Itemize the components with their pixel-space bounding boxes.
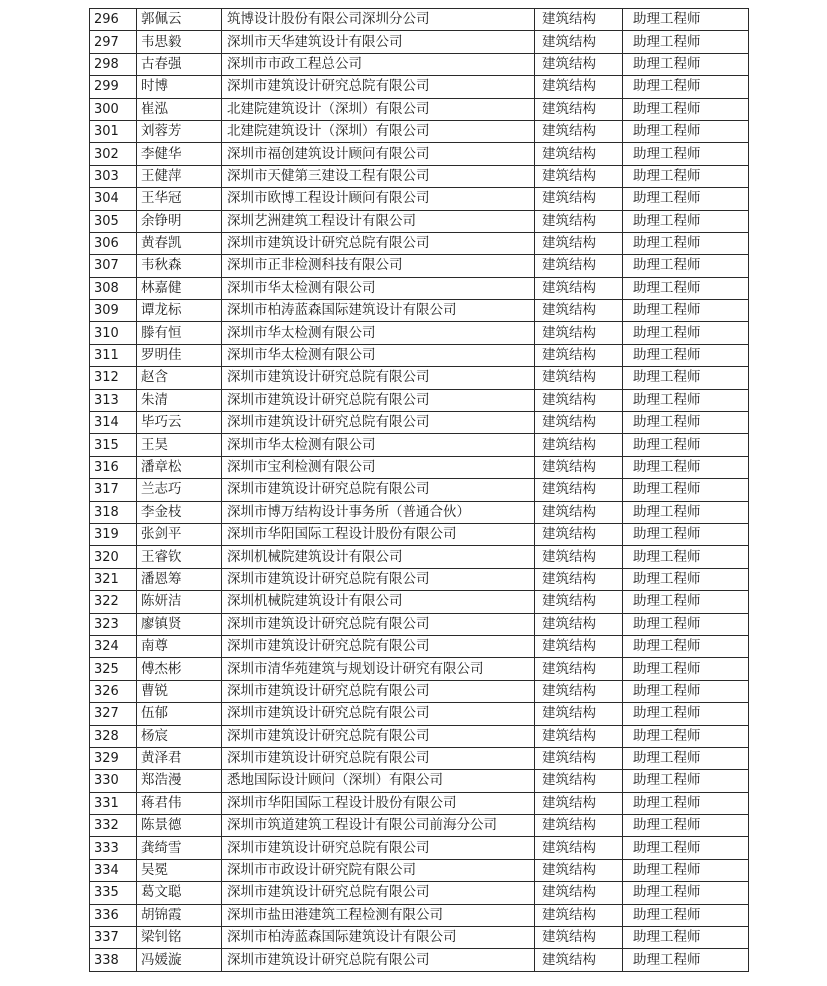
- qualification-title: 助理工程师: [623, 255, 749, 277]
- organization-name: 筑博设计股份有限公司深圳分公司: [222, 9, 535, 31]
- organization-name: 深圳市建筑设计研究总院有限公司: [222, 412, 535, 434]
- row-number: 334: [90, 859, 137, 881]
- person-name: 毕巧云: [137, 412, 222, 434]
- organization-name: 深圳市建筑设计研究总院有限公司: [222, 479, 535, 501]
- organization-name: 深圳市建筑设计研究总院有限公司: [222, 882, 535, 904]
- row-number: 328: [90, 725, 137, 747]
- table-row: [90, 188, 749, 210]
- row-number: 330: [90, 770, 137, 792]
- qualification-title: 助理工程师: [623, 613, 749, 635]
- qualification-title: 助理工程师: [623, 859, 749, 881]
- specialty: 建筑结构: [535, 546, 623, 568]
- organization-name: 深圳市正非检测科技有限公司: [222, 255, 535, 277]
- person-name: 傅杰彬: [137, 658, 222, 680]
- table-row: [90, 210, 749, 232]
- table-row: [90, 53, 749, 75]
- specialty: 建筑结构: [535, 523, 623, 545]
- row-number: 318: [90, 501, 137, 523]
- person-name: 王睿钦: [137, 546, 222, 568]
- qualification-title: 助理工程师: [623, 367, 749, 389]
- organization-name: 深圳市华阳国际工程设计股份有限公司: [222, 792, 535, 814]
- qualification-title: 助理工程师: [623, 591, 749, 613]
- row-number: 304: [90, 188, 137, 210]
- person-name: 古春强: [137, 53, 222, 75]
- row-number: 322: [90, 591, 137, 613]
- person-name: 胡锦霞: [137, 904, 222, 926]
- row-number: 338: [90, 949, 137, 971]
- specialty: 建筑结构: [535, 98, 623, 120]
- specialty: 建筑结构: [535, 882, 623, 904]
- qualification-title: 助理工程师: [623, 725, 749, 747]
- row-number: 321: [90, 568, 137, 590]
- person-name: 王华冠: [137, 188, 222, 210]
- person-name: 杨宸: [137, 725, 222, 747]
- specialty: 建筑结构: [535, 904, 623, 926]
- organization-name: 深圳市建筑设计研究总院有限公司: [222, 389, 535, 411]
- person-name: 郭佩云: [137, 9, 222, 31]
- specialty: 建筑结构: [535, 31, 623, 53]
- row-number: 325: [90, 658, 137, 680]
- table-row: [90, 591, 749, 613]
- specialty: 建筑结构: [535, 456, 623, 478]
- table-row: [90, 904, 749, 926]
- table-row: [90, 770, 749, 792]
- specialty: 建筑结构: [535, 232, 623, 254]
- person-name: 滕有恒: [137, 322, 222, 344]
- specialty: 建筑结构: [535, 412, 623, 434]
- table-row: [90, 635, 749, 657]
- table-row: [90, 859, 749, 881]
- table-row: [90, 949, 749, 971]
- qualification-title: 助理工程师: [623, 434, 749, 456]
- qualification-title: 助理工程师: [623, 479, 749, 501]
- person-name: 李健华: [137, 143, 222, 165]
- specialty: 建筑结构: [535, 389, 623, 411]
- row-number: 296: [90, 9, 137, 31]
- organization-name: 深圳市华太检测有限公司: [222, 322, 535, 344]
- row-number: 307: [90, 255, 137, 277]
- person-name: 罗明佳: [137, 344, 222, 366]
- specialty: 建筑结构: [535, 322, 623, 344]
- table-row: [90, 31, 749, 53]
- organization-name: 深圳市建筑设计研究总院有限公司: [222, 837, 535, 859]
- person-name: 梁钊铭: [137, 927, 222, 949]
- row-number: 301: [90, 120, 137, 142]
- specialty: 建筑结构: [535, 165, 623, 187]
- specialty: 建筑结构: [535, 120, 623, 142]
- qualification-title: 助理工程师: [623, 747, 749, 769]
- organization-name: 深圳市建筑设计研究总院有限公司: [222, 232, 535, 254]
- organization-name: 深圳市建筑设计研究总院有限公司: [222, 725, 535, 747]
- qualification-title: 助理工程师: [623, 232, 749, 254]
- row-number: 312: [90, 367, 137, 389]
- person-name: 廖镇贤: [137, 613, 222, 635]
- person-name: 龚绮雪: [137, 837, 222, 859]
- organization-name: 悉地国际设计顾问（深圳）有限公司: [222, 770, 535, 792]
- specialty: 建筑结构: [535, 770, 623, 792]
- specialty: 建筑结构: [535, 277, 623, 299]
- row-number: 316: [90, 456, 137, 478]
- person-name: 韦秋森: [137, 255, 222, 277]
- organization-name: 深圳市华太检测有限公司: [222, 277, 535, 299]
- specialty: 建筑结构: [535, 568, 623, 590]
- table-row: [90, 389, 749, 411]
- specialty: 建筑结构: [535, 859, 623, 881]
- organization-name: 北建院建筑设计（深圳）有限公司: [222, 120, 535, 142]
- row-number: 323: [90, 613, 137, 635]
- specialty: 建筑结构: [535, 255, 623, 277]
- table-row: [90, 165, 749, 187]
- person-name: 潘恩筹: [137, 568, 222, 590]
- table-row: [90, 9, 749, 31]
- specialty: 建筑结构: [535, 837, 623, 859]
- table-row: [90, 434, 749, 456]
- organization-name: 深圳市建筑设计研究总院有限公司: [222, 703, 535, 725]
- qualification-title: 助理工程师: [623, 837, 749, 859]
- row-number: 319: [90, 523, 137, 545]
- qualification-title: 助理工程师: [623, 568, 749, 590]
- organization-name: 深圳市柏涛蓝森国际建筑设计有限公司: [222, 927, 535, 949]
- qualification-title: 助理工程师: [623, 770, 749, 792]
- person-name: 余铮明: [137, 210, 222, 232]
- row-number: 306: [90, 232, 137, 254]
- organization-name: 深圳市建筑设计研究总院有限公司: [222, 367, 535, 389]
- table-row: [90, 703, 749, 725]
- qualification-title: 助理工程师: [623, 53, 749, 75]
- person-name: 王健萍: [137, 165, 222, 187]
- table-row: [90, 367, 749, 389]
- person-name: 黄泽君: [137, 747, 222, 769]
- roster-table: [89, 8, 749, 972]
- qualification-title: 助理工程师: [623, 680, 749, 702]
- qualification-title: 助理工程师: [623, 9, 749, 31]
- specialty: 建筑结构: [535, 344, 623, 366]
- organization-name: 深圳市华太检测有限公司: [222, 434, 535, 456]
- row-number: 311: [90, 344, 137, 366]
- roster-table-body: [90, 9, 749, 972]
- table-row: [90, 344, 749, 366]
- organization-name: 深圳市建筑设计研究总院有限公司: [222, 613, 535, 635]
- table-row: [90, 837, 749, 859]
- table-row: [90, 523, 749, 545]
- row-number: 299: [90, 76, 137, 98]
- specialty: 建筑结构: [535, 188, 623, 210]
- person-name: 陈妍洁: [137, 591, 222, 613]
- specialty: 建筑结构: [535, 949, 623, 971]
- organization-name: 深圳市清华苑建筑与规划设计研究有限公司: [222, 658, 535, 680]
- qualification-title: 助理工程师: [623, 389, 749, 411]
- qualification-title: 助理工程师: [623, 322, 749, 344]
- specialty: 建筑结构: [535, 792, 623, 814]
- row-number: 331: [90, 792, 137, 814]
- specialty: 建筑结构: [535, 725, 623, 747]
- qualification-title: 助理工程师: [623, 815, 749, 837]
- specialty: 建筑结构: [535, 635, 623, 657]
- table-row: [90, 927, 749, 949]
- specialty: 建筑结构: [535, 53, 623, 75]
- person-name: 赵含: [137, 367, 222, 389]
- qualification-title: 助理工程师: [623, 882, 749, 904]
- qualification-title: 助理工程师: [623, 904, 749, 926]
- table-row: [90, 568, 749, 590]
- qualification-title: 助理工程师: [623, 523, 749, 545]
- organization-name: 深圳市宝利检测有限公司: [222, 456, 535, 478]
- specialty: 建筑结构: [535, 210, 623, 232]
- specialty: 建筑结构: [535, 501, 623, 523]
- person-name: 黄春凯: [137, 232, 222, 254]
- specialty: 建筑结构: [535, 434, 623, 456]
- qualification-title: 助理工程师: [623, 927, 749, 949]
- organization-name: 深圳市筑道建筑工程设计有限公司前海分公司: [222, 815, 535, 837]
- table-row: [90, 322, 749, 344]
- person-name: 冯媛漩: [137, 949, 222, 971]
- organization-name: 深圳市天健第三建设工程有限公司: [222, 165, 535, 187]
- person-name: 谭龙标: [137, 300, 222, 322]
- organization-name: 深圳市建筑设计研究总院有限公司: [222, 680, 535, 702]
- qualification-title: 助理工程师: [623, 277, 749, 299]
- organization-name: 深圳市建筑设计研究总院有限公司: [222, 949, 535, 971]
- person-name: 蒋君伟: [137, 792, 222, 814]
- row-number: 336: [90, 904, 137, 926]
- qualification-title: 助理工程师: [623, 501, 749, 523]
- row-number: 315: [90, 434, 137, 456]
- table-row: [90, 232, 749, 254]
- qualification-title: 助理工程师: [623, 344, 749, 366]
- qualification-title: 助理工程师: [623, 120, 749, 142]
- specialty: 建筑结构: [535, 658, 623, 680]
- qualification-title: 助理工程师: [623, 188, 749, 210]
- specialty: 建筑结构: [535, 367, 623, 389]
- row-number: 309: [90, 300, 137, 322]
- person-name: 陈景德: [137, 815, 222, 837]
- specialty: 建筑结构: [535, 591, 623, 613]
- row-number: 302: [90, 143, 137, 165]
- row-number: 308: [90, 277, 137, 299]
- qualification-title: 助理工程师: [623, 31, 749, 53]
- qualification-title: 助理工程师: [623, 949, 749, 971]
- specialty: 建筑结构: [535, 680, 623, 702]
- table-row: [90, 120, 749, 142]
- specialty: 建筑结构: [535, 76, 623, 98]
- row-number: 335: [90, 882, 137, 904]
- row-number: 326: [90, 680, 137, 702]
- qualification-title: 助理工程师: [623, 143, 749, 165]
- person-name: 曹锐: [137, 680, 222, 702]
- organization-name: 深圳市建筑设计研究总院有限公司: [222, 747, 535, 769]
- qualification-title: 助理工程师: [623, 76, 749, 98]
- table-row: [90, 613, 749, 635]
- person-name: 王昊: [137, 434, 222, 456]
- row-number: 327: [90, 703, 137, 725]
- organization-name: 深圳市市政工程总公司: [222, 53, 535, 75]
- organization-name: 深圳市建筑设计研究总院有限公司: [222, 635, 535, 657]
- table-row: [90, 658, 749, 680]
- person-name: 李金枝: [137, 501, 222, 523]
- specialty: 建筑结构: [535, 300, 623, 322]
- table-row: [90, 815, 749, 837]
- specialty: 建筑结构: [535, 143, 623, 165]
- person-name: 伍郁: [137, 703, 222, 725]
- table-row: [90, 412, 749, 434]
- row-number: 298: [90, 53, 137, 75]
- organization-name: 深圳市建筑设计研究总院有限公司: [222, 568, 535, 590]
- person-name: 林嘉健: [137, 277, 222, 299]
- organization-name: 深圳市市政设计研究院有限公司: [222, 859, 535, 881]
- document-page: [89, 8, 749, 972]
- qualification-title: 助理工程师: [623, 546, 749, 568]
- row-number: 320: [90, 546, 137, 568]
- table-row: [90, 546, 749, 568]
- qualification-title: 助理工程师: [623, 165, 749, 187]
- organization-name: 深圳艺洲建筑工程设计有限公司: [222, 210, 535, 232]
- person-name: 时博: [137, 76, 222, 98]
- table-row: [90, 501, 749, 523]
- qualification-title: 助理工程师: [623, 635, 749, 657]
- row-number: 297: [90, 31, 137, 53]
- row-number: 313: [90, 389, 137, 411]
- table-row: [90, 882, 749, 904]
- organization-name: 深圳市盐田港建筑工程检测有限公司: [222, 904, 535, 926]
- specialty: 建筑结构: [535, 747, 623, 769]
- table-row: [90, 792, 749, 814]
- qualification-title: 助理工程师: [623, 98, 749, 120]
- person-name: 葛文聪: [137, 882, 222, 904]
- organization-name: 深圳市博万结构设计事务所（普通合伙）: [222, 501, 535, 523]
- organization-name: 深圳机械院建筑设计有限公司: [222, 546, 535, 568]
- person-name: 韦思毅: [137, 31, 222, 53]
- organization-name: 北建院建筑设计（深圳）有限公司: [222, 98, 535, 120]
- organization-name: 深圳市柏涛蓝森国际建筑设计有限公司: [222, 300, 535, 322]
- specialty: 建筑结构: [535, 815, 623, 837]
- table-row: [90, 143, 749, 165]
- row-number: 317: [90, 479, 137, 501]
- specialty: 建筑结构: [535, 927, 623, 949]
- table-row: [90, 456, 749, 478]
- organization-name: 深圳市华太检测有限公司: [222, 344, 535, 366]
- table-row: [90, 725, 749, 747]
- person-name: 南尊: [137, 635, 222, 657]
- table-row: [90, 479, 749, 501]
- organization-name: 深圳机械院建筑设计有限公司: [222, 591, 535, 613]
- qualification-title: 助理工程师: [623, 300, 749, 322]
- table-row: [90, 747, 749, 769]
- person-name: 刘蓉芳: [137, 120, 222, 142]
- person-name: 潘章松: [137, 456, 222, 478]
- person-name: 吴冕: [137, 859, 222, 881]
- row-number: 324: [90, 635, 137, 657]
- row-number: 337: [90, 927, 137, 949]
- table-row: [90, 98, 749, 120]
- row-number: 300: [90, 98, 137, 120]
- person-name: 崔泓: [137, 98, 222, 120]
- organization-name: 深圳市天华建筑设计有限公司: [222, 31, 535, 53]
- table-row: [90, 255, 749, 277]
- specialty: 建筑结构: [535, 479, 623, 501]
- qualification-title: 助理工程师: [623, 703, 749, 725]
- qualification-title: 助理工程师: [623, 658, 749, 680]
- person-name: 兰志巧: [137, 479, 222, 501]
- person-name: 郑浩漫: [137, 770, 222, 792]
- row-number: 329: [90, 747, 137, 769]
- row-number: 333: [90, 837, 137, 859]
- row-number: 314: [90, 412, 137, 434]
- table-row: [90, 680, 749, 702]
- organization-name: 深圳市建筑设计研究总院有限公司: [222, 76, 535, 98]
- table-row: [90, 277, 749, 299]
- row-number: 310: [90, 322, 137, 344]
- specialty: 建筑结构: [535, 613, 623, 635]
- qualification-title: 助理工程师: [623, 792, 749, 814]
- person-name: 朱清: [137, 389, 222, 411]
- table-row: [90, 300, 749, 322]
- person-name: 张剑平: [137, 523, 222, 545]
- organization-name: 深圳市欧博工程设计顾问有限公司: [222, 188, 535, 210]
- specialty: 建筑结构: [535, 703, 623, 725]
- organization-name: 深圳市华阳国际工程设计股份有限公司: [222, 523, 535, 545]
- qualification-title: 助理工程师: [623, 210, 749, 232]
- row-number: 332: [90, 815, 137, 837]
- specialty: 建筑结构: [535, 9, 623, 31]
- row-number: 303: [90, 165, 137, 187]
- qualification-title: 助理工程师: [623, 456, 749, 478]
- qualification-title: 助理工程师: [623, 412, 749, 434]
- table-row: [90, 76, 749, 98]
- row-number: 305: [90, 210, 137, 232]
- organization-name: 深圳市福创建筑设计顾问有限公司: [222, 143, 535, 165]
